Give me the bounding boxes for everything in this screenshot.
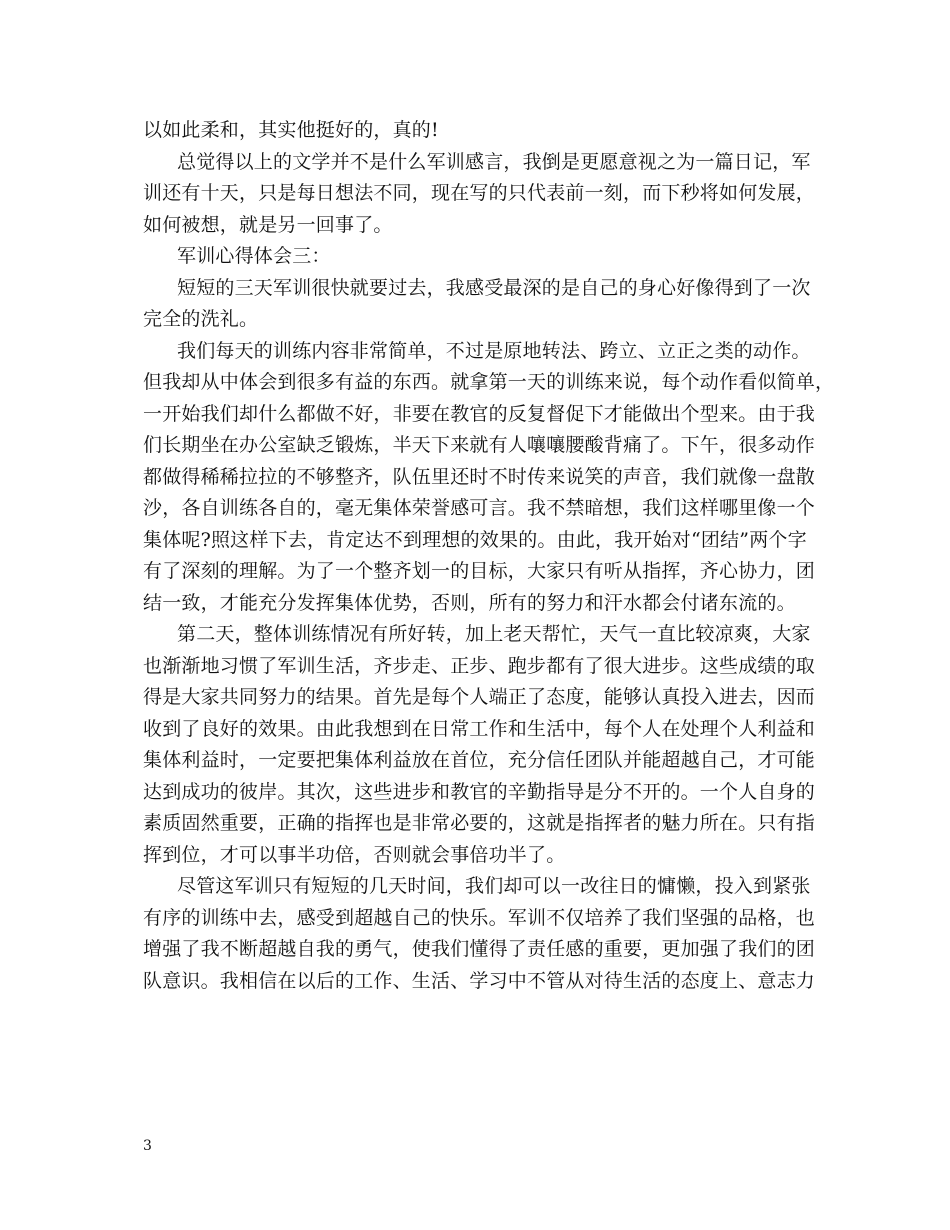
text-line: 也渐渐地习惯了军训生活，齐步走、正步、跑步都有了很大进步。这些成绩的取 xyxy=(143,654,816,677)
text-line: 一开始我们却什么都做不好，非要在教官的反复督促下才能做出个型来。由于我 xyxy=(143,402,816,425)
text-line: 队意识。我相信在以后的工作、生活、学习中不管从对待生活的态度上、意志力 xyxy=(143,969,816,992)
text-line: 结一致，才能充分发挥集体优势，否则，所有的努力和汗水都会付诸东流的。 xyxy=(143,591,796,614)
text-line: 训还有十天，只是每日想法不同，现在写的只代表前一刻，而下秒将如何发展， xyxy=(143,182,816,204)
text-line: 沙，各自训练各自的，毫无集体荣誉感可言。我不禁暗想，我们这样哪里像一个 xyxy=(143,497,816,519)
text-line: 有了深刻的理解。为了一个整齐划一的目标，大家只有听从指挥，齐心协力，团 xyxy=(143,560,816,582)
text-line: 短短的三天军训很快就要过去，我感受最深的是自己的身心好像得到了一次 xyxy=(177,276,811,299)
text-line: 如何被想，就是另一回事了。 xyxy=(143,213,393,236)
text-line: 集体呢?照这样下去，肯定达不到理想的效果的。由此，我开始对“团结”两个字 xyxy=(143,528,807,551)
text-line: 军训心得体会三： xyxy=(177,245,331,267)
document-body xyxy=(143,115,835,997)
text-line: 得是大家共同努力的结果。首先是每个人端正了态度，能够认真投入进去，因而 xyxy=(143,686,816,708)
text-line: 尽管这军训只有短短的几天时间，我们却可以一改往日的慵懒，投入到紧张 xyxy=(177,875,811,897)
text-line: 第二天，整体训练情况有所好转，加上老天帮忙，天气一直比较凉爽，大家 xyxy=(177,623,811,645)
text-line: 挥到位，才可以事半功倍，否则就会事倍功半了。 xyxy=(143,843,566,866)
text-line: 都做得稀稀拉拉的不够整齐，队伍里还时不时传来说笑的声音，我们就像一盘散 xyxy=(143,465,816,488)
text-line: 我们每天的训练内容非常简单，不过是原地转法、跨立、立正之类的动作。 xyxy=(177,339,811,362)
text-line: 们长期坐在办公室缺乏锻炼，半天下来就有人嚷嚷腰酸背痛了。下午，很多动作 xyxy=(143,434,816,456)
page-number: 3 xyxy=(143,1138,152,1154)
text-line: 集体利益时，一定要把集体利益放在首位，充分信任团队并能超越自己，才可能 xyxy=(143,749,816,771)
text-line: 达到成功的彼岸。其次，这些进步和教官的辛勤指导是分不开的。一个人自身的 xyxy=(143,780,816,803)
text-line: 总觉得以上的文学并不是什么军训感言，我倒是更愿意视之为一篇日记，军 xyxy=(177,150,811,173)
text-line: 增强了我不断超越自我的勇气，使我们懂得了责任感的重要，更加强了我们的团 xyxy=(143,938,816,960)
text-line: 素质固然重要，正确的指挥也是非常必要的，这就是指挥者的魅力所在。只有指 xyxy=(143,812,816,834)
text-line: 完全的洗礼。 xyxy=(143,308,259,330)
text-line: 收到了良好的效果。由此我想到在日常工作和生活中，每个人在处理个人利益和 xyxy=(143,717,816,740)
text-line: 以如此柔和，其实他挺好的，真的! xyxy=(143,119,439,141)
text-line: 有序的训练中去，感受到超越自己的快乐。军训不仅培养了我们坚强的品格，也 xyxy=(143,906,816,929)
text-line: 但我却从中体会到很多有益的东西。就拿第一天的训练来说，每个动作看似简单， xyxy=(143,371,835,393)
